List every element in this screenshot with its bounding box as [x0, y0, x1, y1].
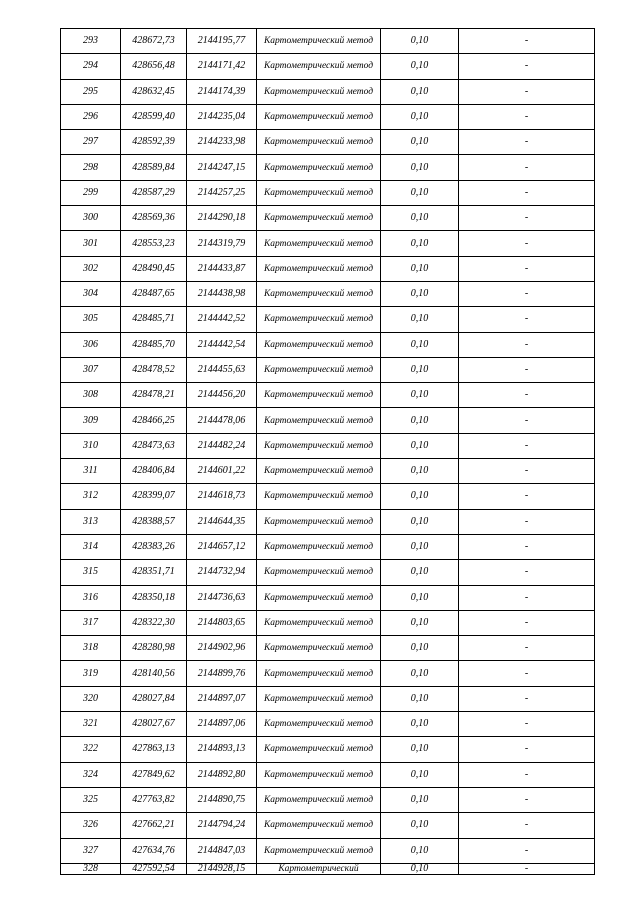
- accuracy-cell: 0,10: [381, 509, 459, 534]
- y-coordinate-cell: 2144233,98: [187, 130, 257, 155]
- y-coordinate-cell: 2144456,20: [187, 383, 257, 408]
- x-coordinate-cell: 428027,84: [121, 686, 187, 711]
- description-cell: -: [459, 610, 595, 635]
- method-cell: Картометрический метод: [257, 838, 381, 863]
- method-cell: Картометрический метод: [257, 155, 381, 180]
- method-cell: Картометрический метод: [257, 130, 381, 155]
- y-coordinate-cell: 2144433,87: [187, 256, 257, 281]
- method-cell: Картометрический метод: [257, 307, 381, 332]
- method-cell: Картометрический метод: [257, 484, 381, 509]
- y-coordinate-cell: 2144893,13: [187, 737, 257, 762]
- method-cell: Картометрический метод: [257, 256, 381, 281]
- description-cell: -: [459, 712, 595, 737]
- description-cell: -: [459, 180, 595, 205]
- accuracy-cell: 0,10: [381, 534, 459, 559]
- accuracy-cell: 0,10: [381, 787, 459, 812]
- table-row: [61, 332, 595, 357]
- description-cell: -: [459, 256, 595, 281]
- table-row: [61, 863, 595, 874]
- table-row: [61, 509, 595, 534]
- y-coordinate-cell: 2144235,04: [187, 104, 257, 129]
- accuracy-cell: 0,10: [381, 104, 459, 129]
- point-number-cell: 306: [61, 332, 121, 357]
- description-cell: -: [459, 459, 595, 484]
- x-coordinate-cell: 428406,84: [121, 459, 187, 484]
- accuracy-cell: 0,10: [381, 484, 459, 509]
- x-coordinate-cell: 428140,56: [121, 661, 187, 686]
- y-coordinate-cell: 2144902,96: [187, 636, 257, 661]
- method-cell: Картометрический метод: [257, 104, 381, 129]
- description-cell: -: [459, 787, 595, 812]
- method-cell: Картометрический метод: [257, 332, 381, 357]
- y-coordinate-cell: 2144897,06: [187, 712, 257, 737]
- accuracy-cell: 0,10: [381, 737, 459, 762]
- description-cell: -: [459, 408, 595, 433]
- x-coordinate-cell: 428599,40: [121, 104, 187, 129]
- accuracy-cell: 0,10: [381, 231, 459, 256]
- description-cell: -: [459, 585, 595, 610]
- point-number-cell: 310: [61, 433, 121, 458]
- description-cell: -: [459, 231, 595, 256]
- description-cell: -: [459, 281, 595, 306]
- method-cell: Картометрический метод: [257, 762, 381, 787]
- table-row: [61, 79, 595, 104]
- y-coordinate-cell: 2144478,06: [187, 408, 257, 433]
- y-coordinate-cell: 2144890,75: [187, 787, 257, 812]
- x-coordinate-cell: 428350,18: [121, 585, 187, 610]
- description-cell: -: [459, 560, 595, 585]
- point-number-cell: 309: [61, 408, 121, 433]
- accuracy-cell: 0,10: [381, 307, 459, 332]
- coordinates-table-body: [61, 29, 595, 875]
- table-row: [61, 29, 595, 54]
- method-cell: Картометрический метод: [257, 408, 381, 433]
- method-cell: Картометрический метод: [257, 636, 381, 661]
- table-row: [61, 610, 595, 635]
- coordinates-table: [60, 28, 595, 875]
- method-cell: Картометрический метод: [257, 686, 381, 711]
- description-cell: -: [459, 509, 595, 534]
- description-cell: -: [459, 332, 595, 357]
- accuracy-cell: 0,10: [381, 636, 459, 661]
- accuracy-cell: 0,10: [381, 712, 459, 737]
- table-row: [61, 686, 595, 711]
- method-cell: Картометрический: [257, 863, 381, 874]
- method-cell: Картометрический метод: [257, 534, 381, 559]
- y-coordinate-cell: 2144644,35: [187, 509, 257, 534]
- table-row: [61, 712, 595, 737]
- y-coordinate-cell: 2144601,22: [187, 459, 257, 484]
- point-number-cell: 325: [61, 787, 121, 812]
- accuracy-cell: 0,10: [381, 585, 459, 610]
- x-coordinate-cell: 428485,71: [121, 307, 187, 332]
- table-row: [61, 408, 595, 433]
- table-row: [61, 484, 595, 509]
- method-cell: Картометрический метод: [257, 787, 381, 812]
- y-coordinate-cell: 2144899,76: [187, 661, 257, 686]
- table-row: [61, 661, 595, 686]
- method-cell: Картометрический метод: [257, 383, 381, 408]
- point-number-cell: 328: [61, 863, 121, 874]
- method-cell: Картометрический метод: [257, 712, 381, 737]
- x-coordinate-cell: 428569,36: [121, 206, 187, 231]
- point-number-cell: 299: [61, 180, 121, 205]
- point-number-cell: 308: [61, 383, 121, 408]
- description-cell: -: [459, 762, 595, 787]
- accuracy-cell: 0,10: [381, 79, 459, 104]
- y-coordinate-cell: 2144195,77: [187, 29, 257, 54]
- accuracy-cell: 0,10: [381, 560, 459, 585]
- x-coordinate-cell: 428587,29: [121, 180, 187, 205]
- point-number-cell: 326: [61, 813, 121, 838]
- y-coordinate-cell: 2144455,63: [187, 357, 257, 382]
- accuracy-cell: 0,10: [381, 762, 459, 787]
- y-coordinate-cell: 2144803,65: [187, 610, 257, 635]
- table-row: [61, 534, 595, 559]
- x-coordinate-cell: 428589,84: [121, 155, 187, 180]
- accuracy-cell: 0,10: [381, 459, 459, 484]
- y-coordinate-cell: 2144290,18: [187, 206, 257, 231]
- table-row: [61, 813, 595, 838]
- table-row: [61, 256, 595, 281]
- description-cell: -: [459, 104, 595, 129]
- method-cell: Картометрический метод: [257, 813, 381, 838]
- method-cell: Картометрический метод: [257, 737, 381, 762]
- point-number-cell: 294: [61, 54, 121, 79]
- y-coordinate-cell: 2144657,12: [187, 534, 257, 559]
- accuracy-cell: 0,10: [381, 686, 459, 711]
- description-cell: -: [459, 155, 595, 180]
- point-number-cell: 307: [61, 357, 121, 382]
- point-number-cell: 319: [61, 661, 121, 686]
- x-coordinate-cell: 428632,45: [121, 79, 187, 104]
- accuracy-cell: 0,10: [381, 863, 459, 874]
- method-cell: Картометрический метод: [257, 180, 381, 205]
- x-coordinate-cell: 427592,54: [121, 863, 187, 874]
- x-coordinate-cell: 427763,82: [121, 787, 187, 812]
- accuracy-cell: 0,10: [381, 813, 459, 838]
- x-coordinate-cell: 428485,70: [121, 332, 187, 357]
- y-coordinate-cell: 2144736,63: [187, 585, 257, 610]
- accuracy-cell: 0,10: [381, 54, 459, 79]
- table-row: [61, 762, 595, 787]
- point-number-cell: 320: [61, 686, 121, 711]
- accuracy-cell: 0,10: [381, 661, 459, 686]
- y-coordinate-cell: 2144257,25: [187, 180, 257, 205]
- description-cell: -: [459, 686, 595, 711]
- table-row: [61, 787, 595, 812]
- description-cell: -: [459, 206, 595, 231]
- accuracy-cell: 0,10: [381, 180, 459, 205]
- point-number-cell: 301: [61, 231, 121, 256]
- table-row: [61, 206, 595, 231]
- point-number-cell: 293: [61, 29, 121, 54]
- accuracy-cell: 0,10: [381, 206, 459, 231]
- table-row: [61, 433, 595, 458]
- method-cell: Картометрический метод: [257, 79, 381, 104]
- description-cell: -: [459, 29, 595, 54]
- method-cell: Картометрический метод: [257, 661, 381, 686]
- accuracy-cell: 0,10: [381, 383, 459, 408]
- y-coordinate-cell: 2144442,54: [187, 332, 257, 357]
- y-coordinate-cell: 2144438,98: [187, 281, 257, 306]
- point-number-cell: 314: [61, 534, 121, 559]
- table-row: [61, 560, 595, 585]
- method-cell: Картометрический метод: [257, 560, 381, 585]
- point-number-cell: 304: [61, 281, 121, 306]
- x-coordinate-cell: 428553,23: [121, 231, 187, 256]
- description-cell: -: [459, 863, 595, 874]
- table-row: [61, 281, 595, 306]
- table-row: [61, 130, 595, 155]
- method-cell: Картометрический метод: [257, 29, 381, 54]
- description-cell: -: [459, 838, 595, 863]
- point-number-cell: 300: [61, 206, 121, 231]
- method-cell: Картометрический метод: [257, 585, 381, 610]
- point-number-cell: 305: [61, 307, 121, 332]
- description-cell: -: [459, 534, 595, 559]
- x-coordinate-cell: 428383,26: [121, 534, 187, 559]
- x-coordinate-cell: 428322,30: [121, 610, 187, 635]
- method-cell: Картометрический метод: [257, 54, 381, 79]
- point-number-cell: 311: [61, 459, 121, 484]
- table-row: [61, 737, 595, 762]
- x-coordinate-cell: 428478,21: [121, 383, 187, 408]
- table-row: [61, 155, 595, 180]
- point-number-cell: 298: [61, 155, 121, 180]
- point-number-cell: 315: [61, 560, 121, 585]
- x-coordinate-cell: 428466,25: [121, 408, 187, 433]
- description-cell: -: [459, 813, 595, 838]
- description-cell: -: [459, 661, 595, 686]
- description-cell: -: [459, 383, 595, 408]
- accuracy-cell: 0,10: [381, 610, 459, 635]
- table-row: [61, 357, 595, 382]
- y-coordinate-cell: 2144174,39: [187, 79, 257, 104]
- y-coordinate-cell: 2144892,80: [187, 762, 257, 787]
- description-cell: -: [459, 357, 595, 382]
- point-number-cell: 296: [61, 104, 121, 129]
- table-row: [61, 104, 595, 129]
- x-coordinate-cell: 428351,71: [121, 560, 187, 585]
- y-coordinate-cell: 2144618,73: [187, 484, 257, 509]
- x-coordinate-cell: 427863,13: [121, 737, 187, 762]
- table-row: [61, 383, 595, 408]
- table-row: [61, 54, 595, 79]
- y-coordinate-cell: 2144319,79: [187, 231, 257, 256]
- point-number-cell: 316: [61, 585, 121, 610]
- y-coordinate-cell: 2144171,42: [187, 54, 257, 79]
- table-row: [61, 180, 595, 205]
- y-coordinate-cell: 2144794,24: [187, 813, 257, 838]
- accuracy-cell: 0,10: [381, 408, 459, 433]
- point-number-cell: 312: [61, 484, 121, 509]
- method-cell: Картометрический метод: [257, 281, 381, 306]
- method-cell: Картометрический метод: [257, 610, 381, 635]
- accuracy-cell: 0,10: [381, 130, 459, 155]
- method-cell: Картометрический метод: [257, 509, 381, 534]
- point-number-cell: 327: [61, 838, 121, 863]
- x-coordinate-cell: 427849,62: [121, 762, 187, 787]
- point-number-cell: 322: [61, 737, 121, 762]
- table-row: [61, 838, 595, 863]
- method-cell: Картометрический метод: [257, 357, 381, 382]
- x-coordinate-cell: 428592,39: [121, 130, 187, 155]
- accuracy-cell: 0,10: [381, 838, 459, 863]
- table-row: [61, 231, 595, 256]
- point-number-cell: 318: [61, 636, 121, 661]
- y-coordinate-cell: 2144442,52: [187, 307, 257, 332]
- point-number-cell: 302: [61, 256, 121, 281]
- description-cell: -: [459, 54, 595, 79]
- method-cell: Картометрический метод: [257, 433, 381, 458]
- accuracy-cell: 0,10: [381, 29, 459, 54]
- accuracy-cell: 0,10: [381, 256, 459, 281]
- point-number-cell: 321: [61, 712, 121, 737]
- description-cell: -: [459, 130, 595, 155]
- x-coordinate-cell: 428473,63: [121, 433, 187, 458]
- method-cell: Картометрический метод: [257, 459, 381, 484]
- description-cell: -: [459, 79, 595, 104]
- x-coordinate-cell: 427634,76: [121, 838, 187, 863]
- x-coordinate-cell: 428478,52: [121, 357, 187, 382]
- method-cell: Картометрический метод: [257, 206, 381, 231]
- description-cell: -: [459, 433, 595, 458]
- x-coordinate-cell: 427662,21: [121, 813, 187, 838]
- x-coordinate-cell: 428388,57: [121, 509, 187, 534]
- y-coordinate-cell: 2144732,94: [187, 560, 257, 585]
- x-coordinate-cell: 428672,73: [121, 29, 187, 54]
- y-coordinate-cell: 2144897,07: [187, 686, 257, 711]
- accuracy-cell: 0,10: [381, 332, 459, 357]
- y-coordinate-cell: 2144928,15: [187, 863, 257, 874]
- accuracy-cell: 0,10: [381, 281, 459, 306]
- y-coordinate-cell: 2144847,03: [187, 838, 257, 863]
- y-coordinate-cell: 2144482,24: [187, 433, 257, 458]
- x-coordinate-cell: 428280,98: [121, 636, 187, 661]
- description-cell: -: [459, 307, 595, 332]
- x-coordinate-cell: 428656,48: [121, 54, 187, 79]
- point-number-cell: 313: [61, 509, 121, 534]
- description-cell: -: [459, 484, 595, 509]
- description-cell: -: [459, 636, 595, 661]
- point-number-cell: 324: [61, 762, 121, 787]
- point-number-cell: 295: [61, 79, 121, 104]
- x-coordinate-cell: 428399,07: [121, 484, 187, 509]
- method-cell: Картометрический метод: [257, 231, 381, 256]
- accuracy-cell: 0,10: [381, 433, 459, 458]
- x-coordinate-cell: 428490,45: [121, 256, 187, 281]
- y-coordinate-cell: 2144247,15: [187, 155, 257, 180]
- point-number-cell: 317: [61, 610, 121, 635]
- table-row: [61, 585, 595, 610]
- accuracy-cell: 0,10: [381, 357, 459, 382]
- table-row: [61, 307, 595, 332]
- x-coordinate-cell: 428487,65: [121, 281, 187, 306]
- description-cell: -: [459, 737, 595, 762]
- point-number-cell: 297: [61, 130, 121, 155]
- table-row: [61, 459, 595, 484]
- x-coordinate-cell: 428027,67: [121, 712, 187, 737]
- accuracy-cell: 0,10: [381, 155, 459, 180]
- table-row: [61, 636, 595, 661]
